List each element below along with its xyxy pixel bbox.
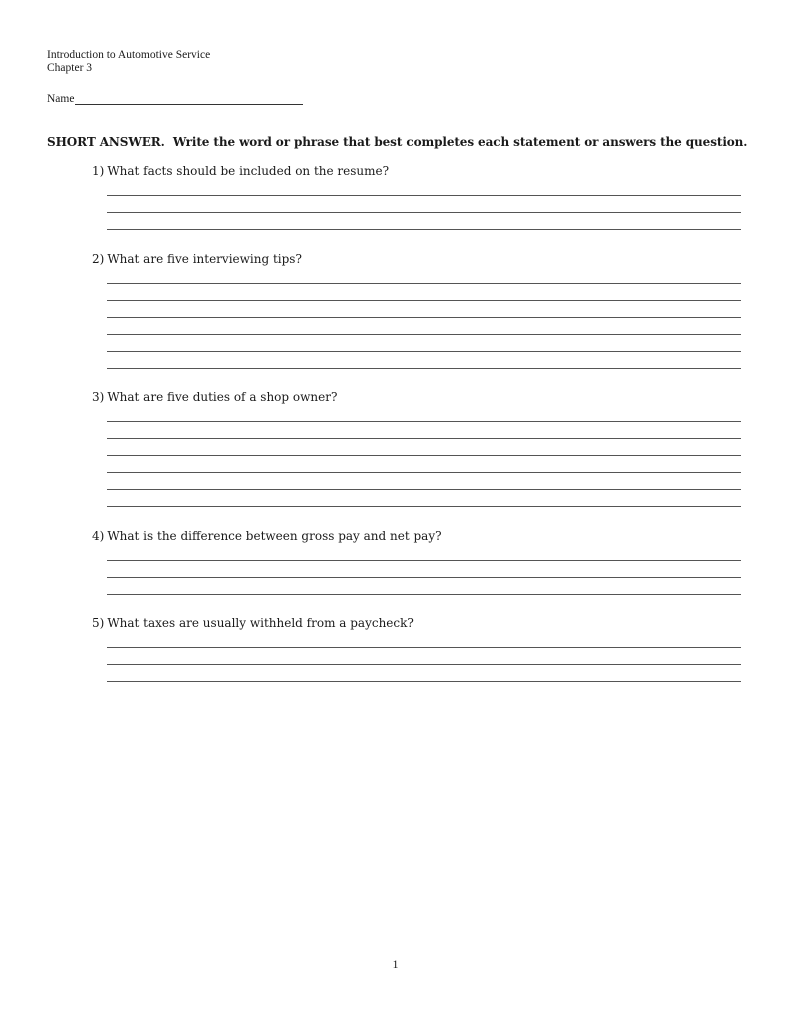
answer-line — [107, 301, 741, 318]
question-prompt: What are five interviewing tips? — [107, 252, 302, 266]
answer-lines — [107, 185, 741, 230]
question-3 — [92, 390, 741, 507]
question-prompt: What are five duties of a shop owner? — [107, 390, 338, 404]
question-prompt: What facts should be included on the resume? — [107, 164, 390, 178]
answer-line — [107, 561, 741, 578]
answer-line — [107, 352, 741, 369]
answer-lines — [107, 411, 741, 507]
answer-line — [107, 284, 741, 301]
answer-line — [107, 637, 741, 648]
question-prompt: What taxes are usually withheld from a paycheck? — [107, 616, 414, 630]
page-number: 1 — [392, 957, 399, 971]
answer-line — [107, 456, 741, 473]
answer-line — [107, 273, 741, 284]
question-number: 4) — [92, 529, 105, 543]
answer-line — [107, 185, 741, 196]
instructions-text: Write the word or phrase that best completes each statement or answers the question. — [172, 135, 748, 149]
answer-line — [107, 648, 741, 665]
answer-line — [107, 578, 741, 595]
name-row — [47, 92, 303, 105]
name-label: Name — [47, 93, 75, 105]
question-2 — [92, 252, 741, 369]
section-label: SHORT ANSWER. — [47, 135, 165, 149]
question-text — [92, 252, 741, 266]
question-text — [92, 164, 741, 178]
instructions — [47, 135, 747, 149]
answer-line — [107, 411, 741, 422]
chapter-label: Chapter 3 — [47, 62, 93, 74]
answer-line — [107, 318, 741, 335]
answer-line — [107, 439, 741, 456]
name-blank-line — [75, 92, 303, 105]
answer-line — [107, 490, 741, 507]
question-1 — [92, 164, 741, 230]
answer-lines — [107, 550, 741, 595]
answer-lines — [107, 637, 741, 682]
question-text — [92, 390, 741, 404]
answer-line — [107, 665, 741, 682]
answer-line — [107, 335, 741, 352]
answer-line — [107, 550, 741, 561]
question-5 — [92, 616, 741, 682]
answer-line — [107, 213, 741, 230]
answer-line — [107, 473, 741, 490]
question-text — [92, 616, 741, 630]
question-4 — [92, 529, 741, 595]
question-number: 1) — [92, 164, 105, 178]
course-title: Introduction to Automotive Service — [47, 49, 211, 61]
question-text — [92, 529, 741, 543]
answer-line — [107, 196, 741, 213]
answer-line — [107, 422, 741, 439]
question-number: 2) — [92, 252, 105, 266]
answer-lines — [107, 273, 741, 369]
document-header — [47, 49, 210, 75]
question-number: 5) — [92, 616, 105, 630]
question-number: 3) — [92, 390, 105, 404]
question-prompt: What is the difference between gross pay and net pay? — [107, 529, 442, 543]
